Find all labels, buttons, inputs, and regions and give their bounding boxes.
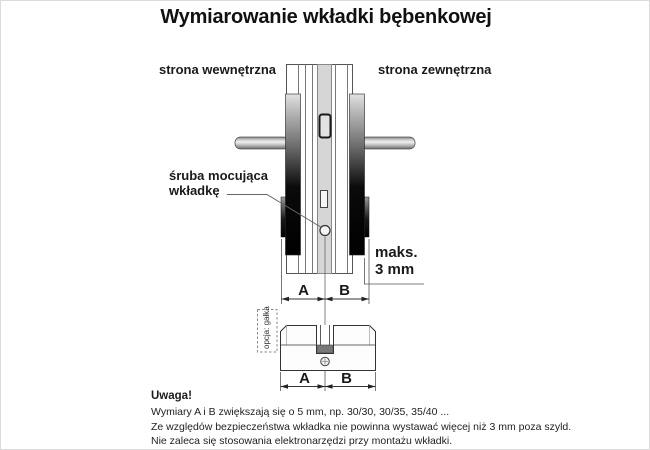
- diagram-canvas: [1, 1, 650, 450]
- label-outer-side: strona zewnętrzna: [378, 62, 492, 77]
- note-line: Ze względów bezpieczeństwa wkładka nie powinna wystawać więcej niż 3 mm poza szyld.: [151, 420, 572, 433]
- fixing-screw-icon: [320, 226, 330, 236]
- label-max-line2: 3 mm: [375, 261, 415, 278]
- escutcheon-inner: [286, 94, 301, 255]
- note-line: Nie zaleca się stosowania elektronarzędzi przy montażu wkładki.: [151, 435, 453, 447]
- label-inner-side: strona wewnętrzna: [158, 62, 276, 77]
- dim-label-b-upper: B: [339, 282, 350, 299]
- label-knob-option: opcja: gałka: [262, 306, 271, 349]
- dim-arrow: [362, 297, 370, 302]
- dim-arrow: [325, 297, 333, 302]
- label-fixing-screw-line1: śruba mocująca: [169, 168, 268, 183]
- dim-arrow: [282, 297, 290, 302]
- cam-block: [318, 345, 333, 353]
- label-fixing-screw-line2: wkładkę: [169, 183, 220, 198]
- note-line: Wymiary A i B zwiększają się o 5 mm, np. 30/30, 30/35, 35/40 ...: [151, 406, 450, 418]
- keyway-slot: [321, 191, 328, 208]
- cam-slot: [320, 115, 331, 138]
- dim-label-a-lower: A: [299, 370, 310, 387]
- rod-inner-side: [235, 137, 289, 149]
- dim-label-b-lower: B: [341, 370, 352, 387]
- page-title: Wymiarowanie wkładki bębenkowej: [160, 6, 492, 28]
- label-max-line1: maks.: [375, 244, 418, 261]
- cylinder-side-view: [281, 325, 376, 371]
- cylinder-protrusion-outer: [365, 197, 370, 237]
- dim-arrow: [318, 297, 326, 302]
- rod-outer-side: [361, 137, 415, 149]
- dim-label-a-upper: A: [298, 282, 309, 299]
- dim-arrow: [318, 384, 326, 389]
- dim-arrow: [368, 384, 376, 389]
- dim-arrow: [281, 384, 289, 389]
- label-max-protrusion: [375, 244, 418, 278]
- escutcheon-outer: [350, 94, 365, 255]
- dim-arrow: [325, 384, 333, 389]
- cylinder-channel-strip: [318, 65, 332, 274]
- notes-block: [151, 390, 571, 449]
- label-fixing-screw: [169, 168, 268, 198]
- notes-heading: Uwaga!: [151, 390, 192, 402]
